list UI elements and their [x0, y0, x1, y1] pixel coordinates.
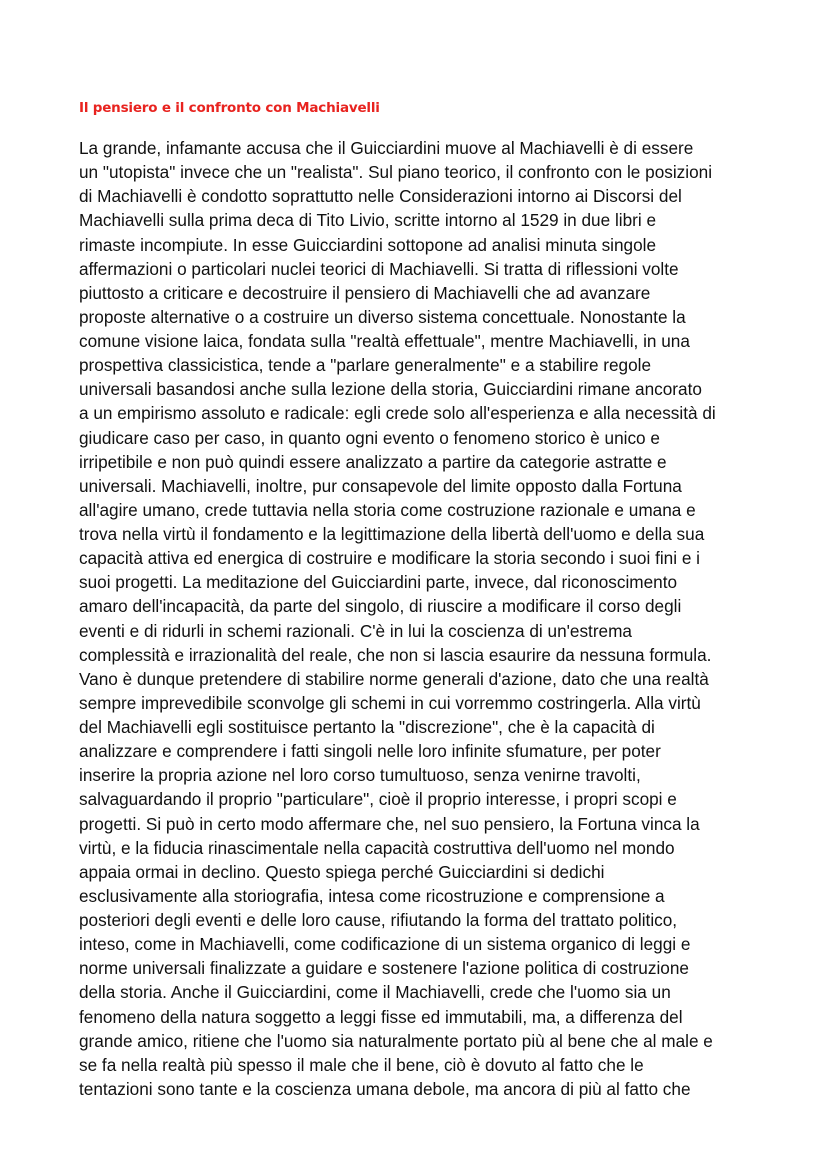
- paragraph-line: universali. Machiavelli, inoltre, pur consapevole del limite opposto dalla Fortuna: [79, 475, 682, 496]
- paragraph-line: tentazioni sono tante e la coscienza umana debole, ma ancora di più al fatto che: [79, 1078, 691, 1099]
- paragraph-line: di Machiavelli è condotto soprattutto nelle Considerazioni intorno ai Discorsi del: [79, 186, 682, 207]
- paragraph-line: complessità e irrazionalità del reale, che non si lascia esaurire da nessuna formula.: [79, 644, 712, 665]
- paragraph-line: Machiavelli sulla prima deca di Tito Livio, scritte intorno al 1529 in due libri e: [79, 210, 657, 231]
- paragraph-line: appaia ormai in declino. Questo spiega perché Guicciardini si dedichi: [79, 861, 605, 882]
- paragraph-line: affermazioni o particolari nuclei teorici di Machiavelli. Si tratta di riflessioni volte: [79, 258, 679, 279]
- paragraph-line: analizzare e comprendere i fatti singoli nelle loro infinite sfumature, per poter: [79, 741, 661, 762]
- paragraph-line: un "utopista" invece che un "realista". Sul piano teorico, il confronto con le posizioni: [79, 162, 713, 183]
- paragraph-line: prospettiva classicistica, tende a "parlare generalmente" e a stabilire regole: [79, 355, 652, 376]
- body-paragraph: [79, 136, 769, 1101]
- paragraph-line: irripetibile e non può quindi essere analizzato a partire da categorie astratte e: [79, 451, 667, 472]
- paragraph-line: piuttosto a criticare e decostruire il pensiero di Machiavelli che ad avanzare: [79, 282, 651, 303]
- paragraph-line: salvaguardando il proprio "particulare", cioè il proprio interesse, i propri scopi e: [79, 789, 677, 810]
- paragraph-line: fenomeno della natura soggetto a leggi fisse ed immutabili, ma, a differenza del: [79, 1006, 683, 1027]
- paragraph-line: se fa nella realtà più spesso il male che il bene, ciò è dovuto al fatto che le: [79, 1054, 644, 1075]
- paragraph-line: del Machiavelli egli sostituisce pertanto la "discrezione", che è la capacità di: [79, 717, 655, 737]
- paragraph-line: comune visione laica, fondata sulla "realtà effettuale", mentre Machiavelli, in una: [79, 331, 690, 351]
- paragraph-line: esclusivamente alla storiografia, intesa come ricostruzione e comprensione a: [79, 885, 665, 906]
- paragraph-line: virtù, e la fiducia rinascimentale nella capacità costruttiva dell'uomo nel mondo: [79, 837, 675, 858]
- paragraph-line: della storia. Anche il Guicciardini, come il Machiavelli, crede che l'uomo sia un: [79, 982, 671, 1003]
- paragraph-line: giudicare caso per caso, in quanto ogni evento o fenomeno storico è unico e: [79, 427, 660, 448]
- paragraph-line: proposte alternative o a costruire un diverso sistema concettuale. Nonostante la: [79, 306, 686, 327]
- paragraph-line: all'agire umano, crede tuttavia nella storia come costruzione razionale e umana e: [79, 499, 696, 520]
- paragraph-line: universali basandosi anche sulla lezione della storia, Guicciardini rimane ancorato: [79, 379, 702, 400]
- paragraph-line: grande amico, ritiene che l'uomo sia naturalmente portato più al bene che al male e: [79, 1030, 713, 1051]
- paragraph-line: trova nella virtù il fondamento e la legittimazione della libertà dell'uomo e della sua: [79, 524, 705, 544]
- paragraph-line: La grande, infamante accusa che il Guicciardini muove al Machiavelli è di essere: [79, 138, 694, 158]
- paragraph-line: norme universali finalizzate a guidare e sostenere l'azione politica di costruzione: [79, 958, 689, 979]
- paragraph-line: inteso, come in Machiavelli, come codificazione di un sistema organico di leggi e: [79, 934, 691, 955]
- paragraph-line: rimaste incompiute. In esse Guicciardini sottopone ad analisi minuta singole: [79, 234, 657, 255]
- paragraph-line: a un empirismo assoluto e radicale: egli crede solo all'esperienza e alla necessità di: [79, 403, 716, 424]
- paragraph-line: suoi progetti. La meditazione del Guicciardini parte, invece, dal riconoscimento: [79, 572, 678, 593]
- paragraph-line: inserire la propria azione nel loro corso tumultuoso, senza venirne travolti,: [79, 765, 641, 786]
- paragraph-line: amaro dell'incapacità, da parte del singolo, di riuscire a modificare il corso degli: [79, 596, 682, 617]
- section-heading: Il pensiero e il confronto con Machiavelli: [79, 100, 380, 116]
- paragraph-line: posteriori degli eventi e delle loro cause, rifiutando la forma del trattato politico,: [79, 910, 678, 930]
- paragraph-line: eventi e di ridurli in schemi razionali. C'è in lui la coscienza di un'estrema: [79, 620, 632, 641]
- paragraph-line: Vano è dunque pretendere di stabilire norme generali d'azione, dato che una realtà: [79, 668, 709, 689]
- paragraph-line: progetti. Si può in certo modo affermare che, nel suo pensiero, la Fortuna vinca la: [79, 813, 700, 834]
- paragraph-line: sempre imprevedibile sconvolge gli schemi in cui vorremmo costringerla. Alla virtù: [79, 692, 701, 713]
- paragraph-line: capacità attiva ed energica di costruire e modificare la storia secondo i suoi fini e i: [79, 548, 700, 569]
